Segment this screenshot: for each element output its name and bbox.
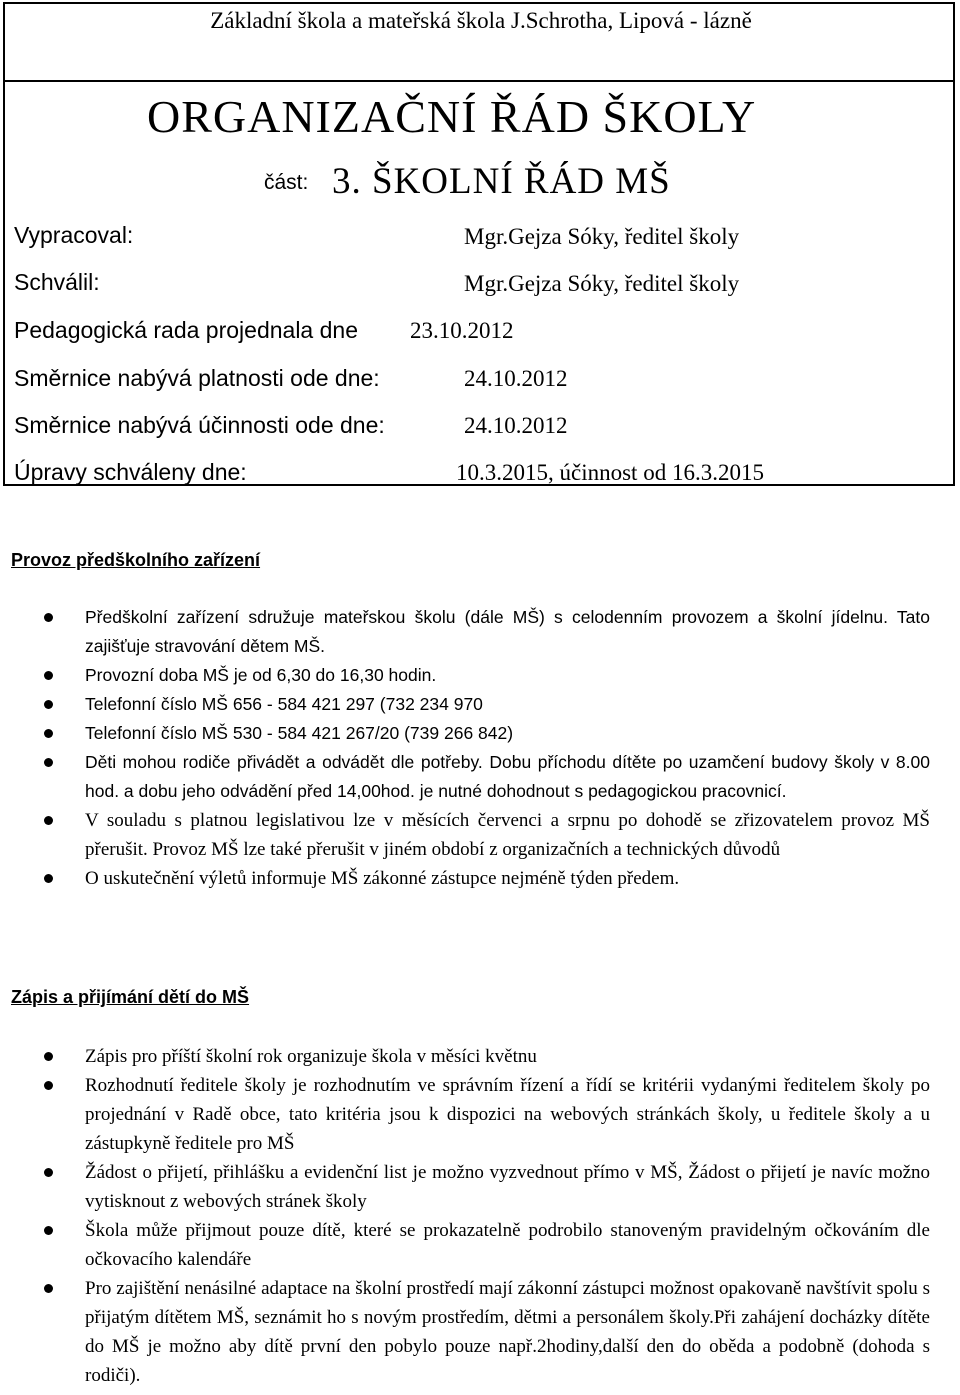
- bullet-icon: [44, 613, 53, 622]
- row-value-amendments: 10.3.2015, účinnost od 16.3.2015: [456, 460, 764, 485]
- row-value-effectiveness: 24.10.2012: [464, 413, 568, 438]
- list-item: Pro zajištění nenásilné adaptace na školní prostředí mají zákonní zástupci možnost opakovaně navštívit spolu s přijatým dítětem MŠ, seznámit ho s novým prostředím, dětmi a personálem školy.Při zahájení docházky dítěte do MŠ je možno aby dítě první den pobylo pouze např.2hodiny,další den do oběda a podobně (dohoda s rodiči).: [0, 1274, 960, 1390]
- row-label-pedagogical-council: Pedagogická rada projednala dne: [14, 317, 358, 343]
- part-label: část:: [264, 171, 309, 194]
- list-item: Provozní doba MŠ je od 6,30 do 16,30 hodin.: [0, 661, 960, 690]
- bullet-icon: [44, 1052, 53, 1061]
- part-title: 3. ŠKOLNÍ ŘÁD MŠ: [332, 161, 671, 202]
- section-title-enrollment: Zápis a přijímání dětí do MŠ: [11, 987, 250, 1007]
- row-value-approved-by: Mgr.Gejza Sóky, ředitel školy: [464, 271, 740, 296]
- list-item: Žádost o přijetí, přihlášku a evidenční list je možno vyzvednout přímo v MŠ, Žádost o přijetí je navíc možno vytisknout z webových stránek školy: [0, 1158, 960, 1216]
- header-box: [3, 2, 955, 486]
- bullet-icon: [44, 816, 53, 825]
- row-value-validity: 24.10.2012: [464, 366, 568, 391]
- bullet-icon: [44, 1284, 53, 1293]
- bullet-icon: [44, 1081, 53, 1090]
- row-value-pedagogical-council: 23.10.2012: [410, 318, 514, 343]
- bullet-icon: [44, 1226, 53, 1235]
- bullet-icon: [44, 729, 53, 738]
- list-item: Předškolní zařízení sdružuje mateřskou školu (dále MŠ) s celodenním provozem a školní jídelnu. Tato zajišťuje stravování dětem MŠ.: [0, 603, 960, 661]
- bullet-icon: [44, 758, 53, 767]
- operation-list: [0, 603, 960, 893]
- row-label-effectiveness: Směrnice nabývá účinnosti ode dne:: [14, 412, 385, 438]
- list-item: Děti mohou rodiče přivádět a odvádět dle potřeby. Dobu příchodu dítěte po uzamčení budovy školy v 8.00 hod. a dobu jeho odvádění před 14,00hod. je nutné dohodnout s pedagogickou pracovnicí.: [0, 748, 960, 806]
- bullet-icon: [44, 671, 53, 680]
- list-item: Telefonní číslo MŠ 530 - 584 421 267/20 (739 266 842): [0, 719, 960, 748]
- row-label-approved-by: Schválil:: [14, 269, 100, 295]
- row-value-prepared-by: Mgr.Gejza Sóky, ředitel školy: [464, 224, 740, 249]
- divider: [5, 80, 953, 82]
- list-item: Rozhodnutí ředitele školy je rozhodnutím ve správním řízení a řídí se kritérii vydanými ředitelem školy po projednání v Radě obce, tato kritéria jsou k dispozici na webových stránkách školy, u ředitele školy a u zástupkyně ředitele pro MŠ: [0, 1071, 960, 1158]
- list-item: Zápis pro příští školní rok organizuje škola v měsíci květnu: [0, 1042, 960, 1071]
- section-title-operation: Provoz předškolního zařízení: [11, 550, 261, 570]
- list-item: O uskutečnění výletů informuje MŠ zákonné zástupce nejméně týden předem.: [0, 864, 960, 893]
- bullet-icon: [44, 874, 53, 883]
- list-item: Telefonní číslo MŠ 656 - 584 421 297 (732 234 970: [0, 690, 960, 719]
- bullet-icon: [44, 700, 53, 709]
- bullet-icon: [44, 1168, 53, 1177]
- row-label-validity: Směrnice nabývá platnosti ode dne:: [14, 365, 380, 391]
- row-label-amendments: Úpravy schváleny dne:: [14, 459, 247, 485]
- row-label-prepared-by: Vypracoval:: [14, 222, 134, 248]
- list-item: Škola může přijmout pouze dítě, které se prokazatelně podrobilo stanoveným pravidelným očkováním dle očkovacího kalendáře: [0, 1216, 960, 1274]
- list-item: V souladu s platnou legislativou lze v měsících červenci a srpnu po dohodě se zřizovatelem provoz MŠ přerušit. Provoz MŠ lze také přerušit v jiném období z organizačních a technických důvodů: [0, 806, 960, 864]
- enrollment-list: [0, 1042, 960, 1390]
- school-name: Základní škola a mateřská škola J.Schrotha, Lipová - lázně: [210, 8, 752, 33]
- document-title: ORGANIZAČNÍ ŘÁD ŠKOLY: [147, 91, 757, 142]
